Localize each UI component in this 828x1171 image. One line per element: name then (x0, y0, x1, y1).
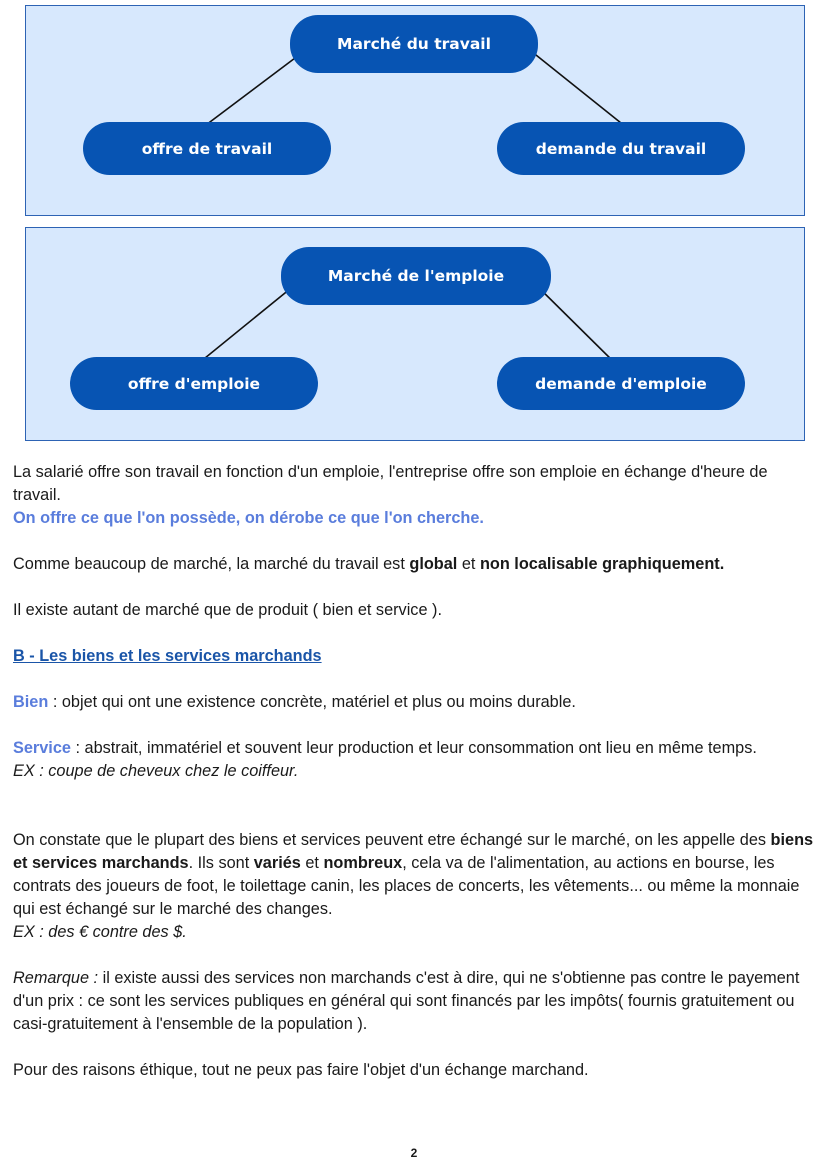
arrow-offre-emploi-to-marche (194, 280, 301, 367)
text-segment: , cela va de l'alimentation, au actions en bourse, les contrats des joueurs de foot, le toilettage canin, les places de concerts, les vêtements... ou même la monnaie qui est échangé sur le marché des changes. (13, 854, 800, 918)
bold-varies: variés (253, 854, 301, 872)
labour-market-diagram (25, 5, 805, 216)
paragraph-text: La salarié offre son travail en fonction d'un emploie, l'entreprise offre son emploie en échange d'heure de travail. (13, 463, 768, 504)
paragraph-remarque (13, 967, 818, 1036)
definition-text: : objet qui ont une existence concrète, matériel et plus ou moins durable. (48, 693, 576, 711)
example-change: EX : des € contre des $. (13, 923, 187, 941)
marche-emploi-node: Marché de l'emploie (281, 247, 551, 305)
demande-emploi-node: demande d'emploie (497, 357, 745, 410)
definition-service (13, 737, 818, 783)
marche-travail-node: Marché du travail (290, 15, 538, 73)
example-service: EX : coupe de cheveux chez le coiffeur. (13, 762, 299, 780)
bold-non-localisable: non localisable graphiquement. (479, 555, 725, 573)
offre-emploi-node: offre d'emploie (70, 357, 318, 410)
demande-travail-node: demande du travail (497, 122, 745, 175)
bold-global: global (409, 555, 458, 573)
definition-bien (13, 691, 818, 714)
paragraph-global (13, 553, 818, 576)
text-segment: On constate que le plupart des biens et services peuvent etre échangé sur le marché, on les appelle des (13, 831, 771, 849)
remarque-label: Remarque : (13, 969, 99, 987)
page-number: 2 (410, 1146, 418, 1160)
term-bien: Bien (13, 693, 49, 711)
paragraph-offre-emploi (13, 461, 818, 530)
paragraph-ethique: Pour des raisons éthique, tout ne peux pas faire l'objet d'un échange marchand. (13, 1061, 589, 1079)
bold-nombreux: nombreux (323, 854, 403, 872)
text-segment: Comme beaucoup de marché, la marché du travail est (13, 555, 410, 573)
section-heading-text: B - Les biens et les services marchands (13, 647, 322, 665)
term-service: Service (13, 739, 71, 757)
highlight-sentence: On offre ce que l'on possède, on dérobe ce que l'on cherche. (13, 509, 484, 527)
paragraph-autant-marche: Il existe autant de marché que de produit ( bien et service ). (13, 601, 442, 619)
text-segment: . Ils sont (188, 854, 254, 872)
remarque-text: il existe aussi des services non marchands c'est à dire, qui ne s'obtienne pas contre le payement d'un prix : ce sont les services publiques en général qui sont financés par les impôts( fournis gratuitement ou casi-gratuitement à l'ensemble de la population ). (13, 969, 800, 1033)
section-heading (13, 645, 818, 668)
definition-text: : abstrait, immatériel et souvent leur production et leur consommation ont lieu en même temps. (70, 739, 757, 757)
bold-biens-services: biens et services marchands (13, 831, 814, 872)
text-segment: et (300, 854, 324, 872)
paragraph-marchands (13, 829, 818, 944)
employment-market-diagram (25, 227, 805, 441)
text-segment: et (457, 555, 480, 573)
offre-travail-node: offre de travail (83, 122, 331, 175)
